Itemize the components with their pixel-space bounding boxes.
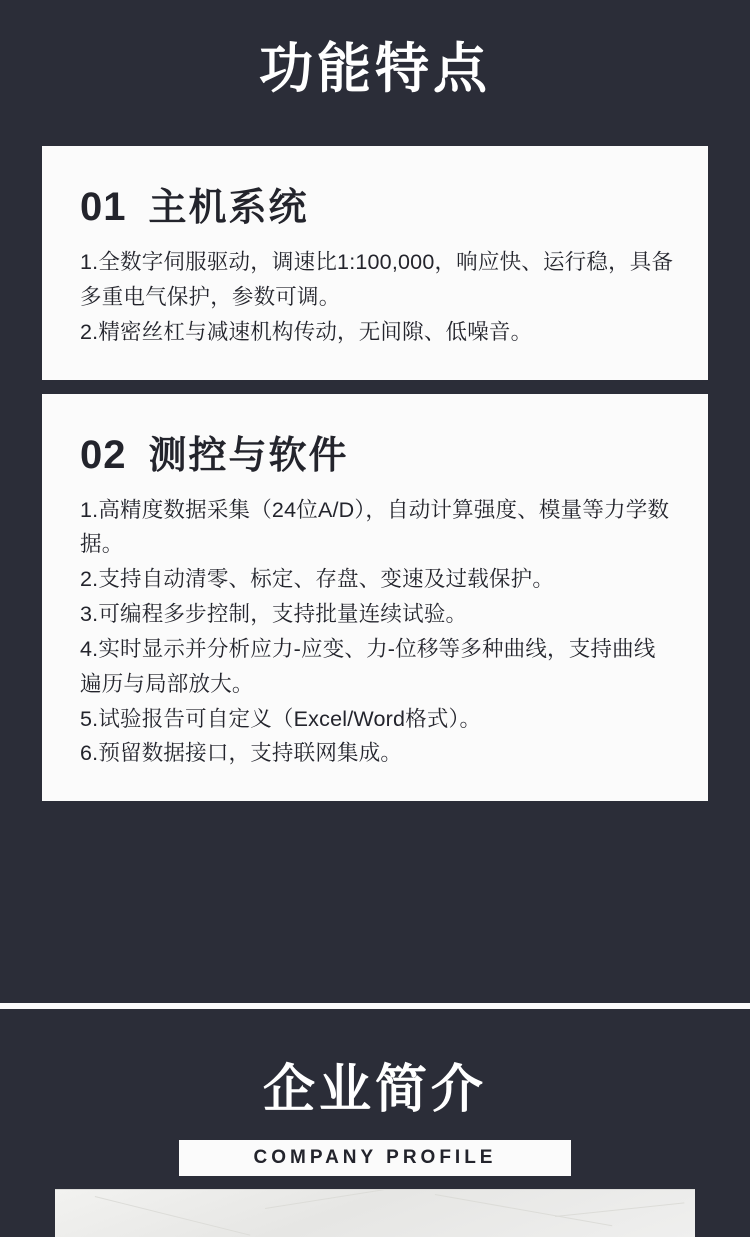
list-item: 3.可编程多步控制，支持批量连续试验。 bbox=[80, 602, 468, 627]
profile-photo bbox=[55, 1189, 695, 1237]
photo-texture-line bbox=[555, 1202, 684, 1217]
profile-section bbox=[0, 1009, 750, 1237]
list-item: 4.实时显示并分析应力-应变、力-位移等多种曲线，支持曲线遍历与局部放大。 bbox=[80, 636, 656, 696]
features-title: 功能特点 bbox=[259, 39, 491, 99]
feature-card-list bbox=[80, 493, 674, 772]
feature-card-heading: 主机系统 bbox=[148, 187, 309, 230]
feature-card-heading: 测控与软件 bbox=[148, 434, 349, 477]
list-item: 2.支持自动清零、标定、存盘、变速及过载保护。 bbox=[80, 567, 555, 592]
feature-card bbox=[42, 394, 708, 802]
list-item: 5.试验报告可自定义（Excel/Word格式）。 bbox=[80, 706, 482, 731]
list-item: 2.精密丝杠与减速机构传动，无间隙、低噪音。 bbox=[80, 319, 533, 344]
list-item: 6.预留数据接口，支持联网集成。 bbox=[80, 741, 403, 766]
profile-subtitle: COMPANY PROFILE bbox=[253, 1147, 497, 1168]
photo-texture-line bbox=[265, 1189, 384, 1209]
feature-card-number: 02 bbox=[80, 432, 127, 477]
photo-texture-line bbox=[95, 1196, 250, 1236]
list-item: 1.高精度数据采集（24位A/D），自动计算强度、模量等力学数据。 bbox=[80, 497, 670, 557]
profile-subtitle-bar bbox=[179, 1140, 571, 1176]
feature-card bbox=[42, 146, 708, 379]
feature-card-number: 01 bbox=[80, 185, 127, 230]
feature-card-list bbox=[80, 245, 674, 349]
photo-texture-line bbox=[435, 1194, 612, 1226]
list-item: 1.全数字伺服驱动，调速比1:100,000，响应快、运行稳，具备多重电气保护，参数可调。 bbox=[80, 250, 674, 309]
feature-card-header bbox=[80, 424, 674, 479]
feature-card-header bbox=[80, 176, 674, 231]
profile-title: 企业简介 bbox=[262, 1061, 487, 1119]
